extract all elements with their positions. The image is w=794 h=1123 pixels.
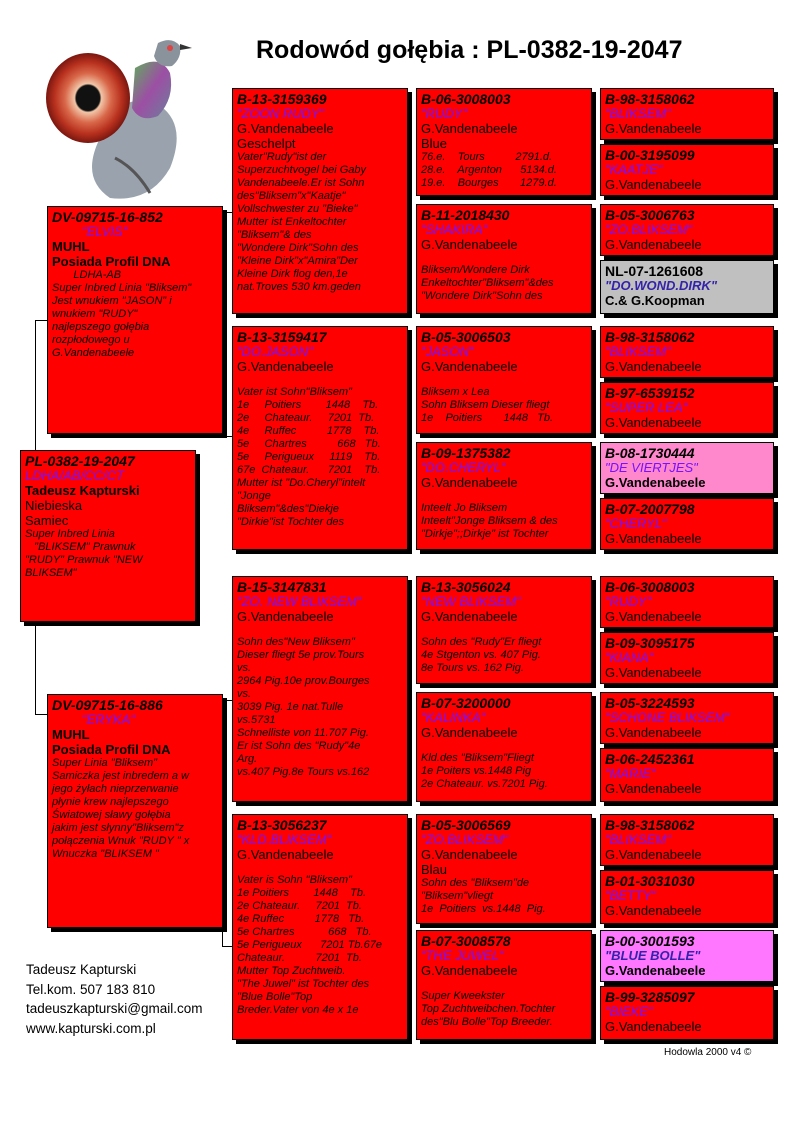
pigeon-name: "KIANA" <box>605 650 654 665</box>
pigeon-name: "CHERYL" <box>605 516 667 531</box>
pigeon-name: "BIEKE" <box>605 1004 653 1019</box>
footer-version: Hodowla 2000 v4 © <box>664 1047 752 1058</box>
ring-number: B-07-3008578 <box>421 933 511 949</box>
pigeon-name: "JASON" <box>421 344 474 359</box>
connector-line <box>594 718 595 774</box>
ancestor-g2-card <box>600 144 774 196</box>
pigeon-name: "BLIKSEM" <box>605 344 671 359</box>
ancestor-mff-card <box>416 576 592 684</box>
ring-number: B-99-3285097 <box>605 989 695 1005</box>
description: Inteelt Jo Bliksem Inteelt"Jonge Bliksem & des "Dirkje";;Dirkje" ist Tochter <box>421 502 558 540</box>
ring-number: B-06-3008003 <box>605 579 695 595</box>
ancestor-g9-card <box>600 576 774 628</box>
grandparent-ff-card <box>232 88 408 314</box>
ring-number: B-05-3006763 <box>605 207 695 223</box>
breeder: G.Vandenabeele <box>421 725 518 740</box>
ancestor-g6-card <box>600 382 774 434</box>
ancestor-fff-card <box>416 88 592 196</box>
ancestor-g10-card <box>600 632 774 684</box>
breeder: G.Vandenabeele <box>605 903 702 918</box>
ring-number: B-09-1375382 <box>421 445 511 461</box>
pigeon-name: "BLIKSEM" <box>605 832 671 847</box>
breeder: G.Vandenabeele <box>605 475 706 490</box>
pigeon-name: "ZO.BLIKSEM" <box>421 832 509 847</box>
connector-line <box>594 116 595 172</box>
ring-number: B-07-3200000 <box>421 695 511 711</box>
pigeon-name: "MARIE" <box>605 766 656 781</box>
pigeon-name: "RUDY" <box>421 106 468 121</box>
breeder: G.Vandenabeele <box>237 847 334 862</box>
breeder: G.Vandenabeele <box>237 121 334 136</box>
breeder: G.Vandenabeele <box>605 847 702 862</box>
breeder: G.Vandenabeele <box>421 609 518 624</box>
color: Niebieska <box>25 498 83 513</box>
description: Super Linia "Bliksem" Samiczka jest inbredem a w jego żyłach nieprzerwanie płynie krew najlepszego Światowej sławy gołębia jakim jest słynny"Bliksem"z połączenia Wnuk "RUDY " x Wnuczka "BLIKSEM " <box>52 757 190 860</box>
pigeon-name: "RUDY" <box>605 594 652 609</box>
breeder: G.Vandenabeele <box>421 847 518 862</box>
description: Sohn des"New Bliksem" Dieser fliegt 5e prov.Tours vs. 2964 Pig.10e prov.Bourges vs. 3039 Pig. 1e nat.Tulle vs.5731 Schnelliste von 11.707 Pig. Er ist Sohn des "Rudy"4e Arg. vs.407 Pig.8e Tours vs.162 <box>237 636 370 778</box>
breeder: G.Vandenabeele <box>605 963 706 978</box>
pigeon-name: "KAATJE" <box>605 162 663 177</box>
breeder: G.Vandenabeele <box>421 359 518 374</box>
breeder: G.Vandenabeele <box>605 781 702 796</box>
ring-number: B-06-2452361 <box>605 751 695 767</box>
description: Bliksem/Wondere Dirk Enkeltochter"Bliksem"&des "Wondere Dirk"Sohn des <box>421 264 554 302</box>
ancestor-g16-card <box>600 986 774 1040</box>
breeder: G.Vandenabeele <box>605 359 702 374</box>
ring-number: B-11-2018430 <box>421 207 510 223</box>
ancestor-g15-card <box>600 930 774 982</box>
breeder: G.Vandenabeele <box>237 359 334 374</box>
description: LDHA-AB Super Inbred Linia "Bliksem" Jest wnukiem "JASON" i wnukiem "RUDY" najlepszego gołębia rozpłodowego u G.Vandenabeele <box>52 269 192 359</box>
dna-profile: Posiada Profil DNA <box>52 254 171 269</box>
contact-name: Tadeusz Kapturski <box>26 962 137 977</box>
ring-number: DV-09715-16-886 <box>52 697 163 713</box>
ring-number: B-05-3224593 <box>605 695 695 711</box>
breeder: G.Vandenabeele <box>421 121 518 136</box>
grandparent-mm-card <box>232 814 408 1040</box>
ancestor-g7-card <box>600 442 774 494</box>
breeder: G.Vandenabeele <box>605 237 702 252</box>
ring-number: B-98-3158062 <box>605 817 695 833</box>
description: Sohn des "Rudy"Er fliegt 4e Stgenton vs. 407 Pig. 8e Tours vs. 162 Pig. <box>421 636 542 674</box>
pigeon-name: "DE VIERTJES" <box>605 460 698 475</box>
breeder: G.Vandenabeele <box>605 665 702 680</box>
contact-phone: Tel.kom. 507 183 810 <box>26 981 156 997</box>
connector-line <box>222 212 232 213</box>
page-title: Rodowód gołębia : PL-0382-19-2047 <box>256 36 683 64</box>
pigeon-name: "DO.WOND.DIRK" <box>605 278 717 293</box>
connector-line <box>594 470 595 526</box>
description: Vater ist Sohn"Bliksem" 1e Poitiers 1448 Tb. 2e Chateaur. 7201 Tb. 4e Ruffec 1778 Tb. 5e Chartres 668 Tb. 5e Perigueux 1119 Tb. 67e Chateaur. 7201 Tb. Mutter ist "Do.Cheryl"intelt "Jonge Bliksem"&des"Diekje "Dirkie"ist Tochter des <box>237 386 381 528</box>
contact-email[interactable]: tadeuszkapturski@gmail.com <box>26 1001 203 1016</box>
ancestor-fmm-card <box>416 442 592 550</box>
description: Super Inbred Linia "BLIKSEM" Prawnuk "RUDY" Prawnuk "NEW BLIKSEM" <box>25 528 143 579</box>
ancestor-g12-card <box>600 748 774 802</box>
contact-block <box>26 960 203 1038</box>
ancestor-g8-card <box>600 498 774 550</box>
pigeon-name: LDHA/AB/CC/CT <box>25 468 124 483</box>
pigeon-name: "KLD.BLIKSEM" <box>237 832 332 847</box>
breeder: G.Vandenabeele <box>605 121 702 136</box>
ring-number: DV-09715-16-852 <box>52 209 163 225</box>
description: Super Kweekster Top Zuchtweibchen.Tochter des"Blu Bolle"Top Breeder. <box>421 990 556 1028</box>
main-pigeon-card <box>20 450 196 622</box>
pigeon-name: "KALINKA" <box>421 710 486 725</box>
pigeon-name: "DO.CHERYL" <box>421 460 506 475</box>
ancestor-g4-card <box>600 260 774 314</box>
connector-line <box>35 320 47 321</box>
ring-number: B-97-6539152 <box>605 385 695 401</box>
description: Bliksem x Lea Sohn Bliksem Dieser fliegt 1e Poitiers 1448 Tb. <box>421 386 554 424</box>
connector-line <box>594 958 595 1014</box>
connector-line <box>594 606 595 662</box>
pigeon-name: "ERYKA" <box>82 712 135 727</box>
pigeon-name: "ZOON RUDY" <box>237 106 325 121</box>
ancestor-g11-card <box>600 692 774 744</box>
connector-line <box>35 714 47 715</box>
breeder: G.Vandenabeele <box>421 237 518 252</box>
pigeon-name: "BLUE BOLLE" <box>605 948 701 963</box>
ring-number: B-00-3195099 <box>605 147 695 163</box>
ring-number: B-06-3008003 <box>421 91 511 107</box>
pigeon-eye-logo <box>40 28 200 208</box>
ancestor-g13-card <box>600 814 774 866</box>
grandparent-mf-card <box>232 576 408 802</box>
grandparent-fm-card <box>232 326 408 550</box>
breeder: C.& G.Koopman <box>605 293 705 308</box>
ancestor-g5-card <box>600 326 774 378</box>
ancestor-fmf-card <box>416 326 592 434</box>
ring-number: B-00-3001593 <box>605 933 695 949</box>
connector-line <box>408 372 409 492</box>
breeder: MUHL <box>52 239 90 254</box>
connector-line <box>594 356 595 412</box>
ring-number: B-13-3056237 <box>237 817 327 833</box>
breeder: G.Vandenabeele <box>605 415 702 430</box>
ancestor-mmm-card <box>416 930 592 1040</box>
pigeon-name: "BLIKSEM" <box>605 106 671 121</box>
pigeon-name: "DO.JASON" <box>237 344 313 359</box>
color: Geschelpt <box>237 136 296 151</box>
ancestor-g3-card <box>600 204 774 256</box>
ring-number: B-13-3159417 <box>237 329 327 345</box>
ring-number: B-98-3158062 <box>605 329 695 345</box>
pigeon-name: "ZO.BLIKSEM" <box>605 222 693 237</box>
pigeon-name: "BETTY" <box>605 888 657 903</box>
ring-number: B-05-3006569 <box>421 817 511 833</box>
description: 76.e. Tours 2791.d. 28.e. Argenton 5134.d. 19.e. Bourges 1279.d. <box>421 151 557 189</box>
ring-number: B-01-3031030 <box>605 873 695 889</box>
ancestor-g1-card <box>600 88 774 140</box>
pigeon-name: "SCHONE BLIKSEM" <box>605 710 730 725</box>
ring-number: B-98-3158062 <box>605 91 695 107</box>
breeder: G.Vandenabeele <box>421 475 518 490</box>
breeder: G.Vandenabeele <box>421 963 518 978</box>
connector-line <box>408 630 409 742</box>
pigeon-name: "SUPER LEA" <box>605 400 688 415</box>
ring-number: NL-07-1261608 <box>605 263 704 279</box>
mother-card <box>47 694 223 928</box>
color: Blue <box>421 136 448 151</box>
breeder: G.Vandenabeele <box>237 609 334 624</box>
breeder: G.Vandenabeele <box>605 1019 702 1034</box>
pigeon-name: "SHAKIRA" <box>421 222 488 237</box>
dna-profile: Posiada Profil DNA <box>52 742 171 757</box>
description: Kld.des "Bliksem"Fliegt 1e Poiters vs.1448 Pig 2e Chateaur. vs.7201 Pig. <box>421 752 548 790</box>
breeder: G.Vandenabeele <box>605 725 702 740</box>
ring-number: B-15-3147831 <box>237 579 327 595</box>
ring-number: B-09-3095175 <box>605 635 695 651</box>
connector-line <box>222 700 232 701</box>
description: Vater"Rudy"ist der Superzuchtvogel bei Gaby Vandenabeele.Er ist Sohn des"Bliksem"x"Kaatje" Vollschwester zu "Bieke" Mutter ist Enkeltochter "Bliksem"& des "Wondere Dirk"Sohn des "Kleine Dirk"x"Amira"Der Kleine Dirk flog den,1e nat.Troves 530 km.geden <box>237 151 367 293</box>
connector-line <box>408 870 409 982</box>
description: Vater is Sohn "Bliksem" 1e Poitiers 1448 Tb. 2e Chateaur. 7201 Tb. 4e Ruffec 1778 Tb. 5e Chartres 668 Tb. 5e Perigueux 7201 Tb.67e Chateaur. 7201 Tb. Mutter Top Zuchtweib. "The Juwel" ist Tochter des "Blue Bolle"Top Breder.Vater von 4e x 1e <box>237 874 382 1016</box>
connector-line <box>594 846 595 902</box>
ring-number: B-05-3006503 <box>421 329 511 345</box>
ring-number: B-13-3159369 <box>237 91 327 107</box>
ring-number: PL-0382-19-2047 <box>25 453 135 469</box>
connector-line <box>594 232 595 288</box>
pigeon-name: "NEW BLIKSEM" <box>421 594 521 609</box>
pigeon-name: "THE JUWEL" <box>421 948 504 963</box>
breeder: G.Vandenabeele <box>605 609 702 624</box>
pigeon-name: "ELVIS" <box>82 224 128 239</box>
breeder: G.Vandenabeele <box>605 531 702 546</box>
connector-line <box>222 946 232 947</box>
connector-line <box>222 436 232 437</box>
ring-number: B-07-2007798 <box>605 501 695 517</box>
ancestor-ffm-card <box>416 204 592 314</box>
ring-number: B-13-3056024 <box>421 579 511 595</box>
ancestor-mfm-card <box>416 692 592 802</box>
ring-number: B-08-1730444 <box>605 445 695 461</box>
color: Blau <box>421 862 448 877</box>
contact-website[interactable]: www.kapturski.com.pl <box>26 1020 156 1036</box>
breeder: Tadeusz Kapturski <box>25 483 140 498</box>
ancestor-g14-card <box>600 870 774 924</box>
connector-line <box>408 150 409 270</box>
pigeon-name: "ZO. NEW BLIKSEM" <box>237 594 362 609</box>
breeder: MUHL <box>52 727 90 742</box>
breeder: G.Vandenabeele <box>605 177 702 192</box>
sex: Samiec <box>25 513 69 528</box>
description: Sohn des "Bliksem"de "Bliksem"vliegt 1e Poitiers vs.1448 Pig. <box>421 877 546 915</box>
ancestor-mmf-card <box>416 814 592 924</box>
father-card <box>47 206 223 434</box>
